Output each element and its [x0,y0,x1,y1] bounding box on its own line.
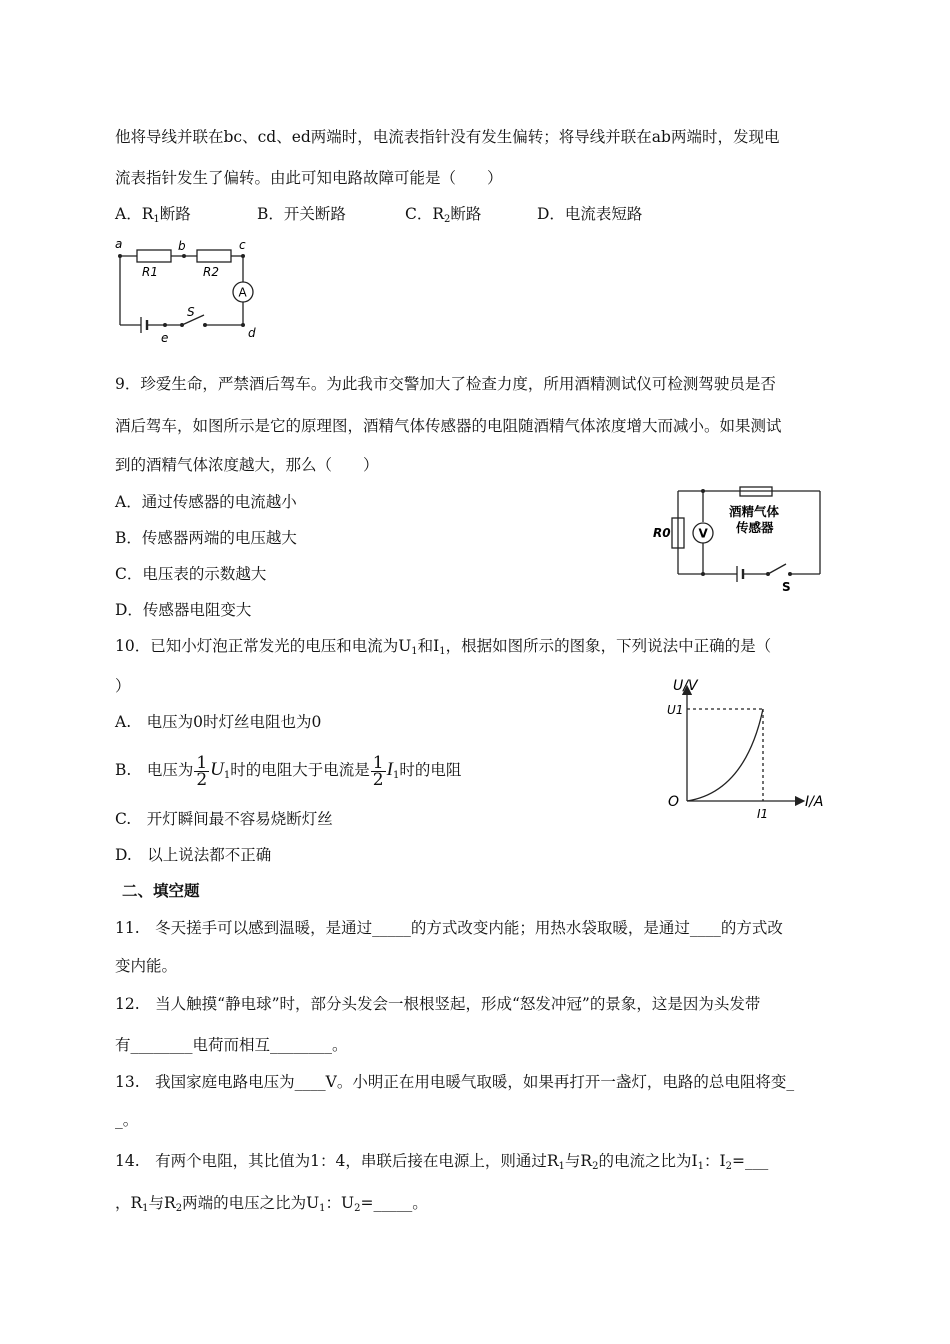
q10-option-d[interactable]: D. 以上说法都不正确 [115,846,272,864]
resistor-r0-label: R0 [653,526,671,540]
q13-text-line2: _。 [115,1111,139,1129]
q12-text-line1: 12. 当人触摸“静电球”时，部分头发会一根根竖起，形成“怒发冲冠”的景象，这是因为头发带 [115,995,761,1013]
node-c-label: c [239,238,246,252]
q9-alcohol-tester-diagram [650,484,830,594]
q8-option-b[interactable]: B．开关断路 [257,205,346,223]
q11-text-line2: 变内能。 [115,957,178,975]
q10-u-i-graph [660,670,840,820]
q8-text-line2: 流表指针发生了偏转。由此可知电路故障可能是（ ） [115,169,503,187]
fraction-half-1: $\frac{1}{2}$ [196,752,208,790]
q9-option-b[interactable]: B．传感器两端的电压越大 [115,529,297,547]
x-axis-label: I/A [805,794,824,810]
q8-option-d[interactable]: D．电流表短路 [537,205,643,223]
q11-text-line1: 11. 冬天搓手可以感到温暖，是通过_____的方式改变内能；用热水袋取暖，是通过____的方式改 [115,919,783,937]
q8-text-line1: 他将导线并联在bc、cd、ed两端时，电流表指针没有发生偏转；将导线并联在ab两端时，发现电 [115,128,780,146]
q14-text-line2: ，$R_1$与$R_2$两端的电压之比为$U_1$：$U_2=\_\_\_\_\_$。 [115,1194,428,1214]
voltmeter-icon: V [698,526,708,541]
q8-option-a[interactable]: A．$R_1$断路 [115,205,191,225]
q10-option-a[interactable]: A. 电压为0时灯丝电阻也为0 [115,713,322,731]
q14-text-line1: 14. 有两个电阻，其比值为1：4，串联后接在电源上，则通过$R_1$与$R_2$的电流之比为$I_1$：$I_2=\_\_\_$ [115,1152,769,1172]
origin-label: O [668,794,680,810]
q9-option-a[interactable]: A．通过传感器的电流越小 [115,493,297,511]
u1-label: U1 [667,703,684,717]
switch-s-label: S [187,305,195,319]
q9-option-c[interactable]: C．电压表的示数越大 [115,565,267,583]
q10-text-line2: ） [115,677,131,695]
q10-option-b[interactable]: B. 电压为 $\frac{1}{2}$ $U_1$时的电阻大于电流是 $\frac{1}{2}$ $I_1$时的电阻 [115,752,462,790]
node-b-label: b [178,239,186,253]
ammeter-icon: A [238,285,247,300]
node-a-label: a [115,237,123,251]
resistor-r1-label: R1 [142,265,158,279]
node-e-label: e [161,331,169,345]
q8-circuit-diagram [110,236,270,346]
q12-text-line2: 有________电荷而相互________。 [115,1036,348,1054]
i1-label: I1 [757,807,769,820]
fraction-half-2: $\frac{1}{2}$ [372,752,384,790]
sensor-label-line1: 酒精气体 [729,504,780,519]
section-heading: 二、填空题 [122,882,200,900]
q10-text-line1: 10．已知小灯泡正常发光的电压和电流为$U_1$和$I_1$，根据如图所示的图象，下列说法中正确的是（ [115,637,772,657]
q13-text-line1: 13. 我国家庭电路电压为____V。小明正在用电暖气取暖，如果再打开一盏灯，电路的总电阻将变_ [115,1073,795,1091]
switch-s-label: S [782,580,791,594]
y-axis-label: U/V [673,678,698,694]
q9-text-line3: 到的酒精气体浓度越大，那么（ ） [115,456,379,474]
node-d-label: d [248,326,256,340]
resistor-r2-label: R2 [203,265,219,279]
q9-text-line2: 酒后驾车，如图所示是它的原理图，酒精气体传感器的电阻随酒精气体浓度增大而减小。如果测试 [115,417,782,435]
q10-option-c[interactable]: C. 开灯瞬间最不容易烧断灯丝 [115,810,333,828]
q9-text-line1: 9．珍爱生命，严禁酒后驾车。为此我市交警加大了检查力度，所用酒精测试仪可检测驾驶员是否 [115,375,776,393]
q8-option-c[interactable]: C．$R_2$断路 [405,205,482,225]
q9-option-d[interactable]: D．传感器电阻变大 [115,601,252,619]
sensor-label-line2: 传感器 [736,520,774,535]
